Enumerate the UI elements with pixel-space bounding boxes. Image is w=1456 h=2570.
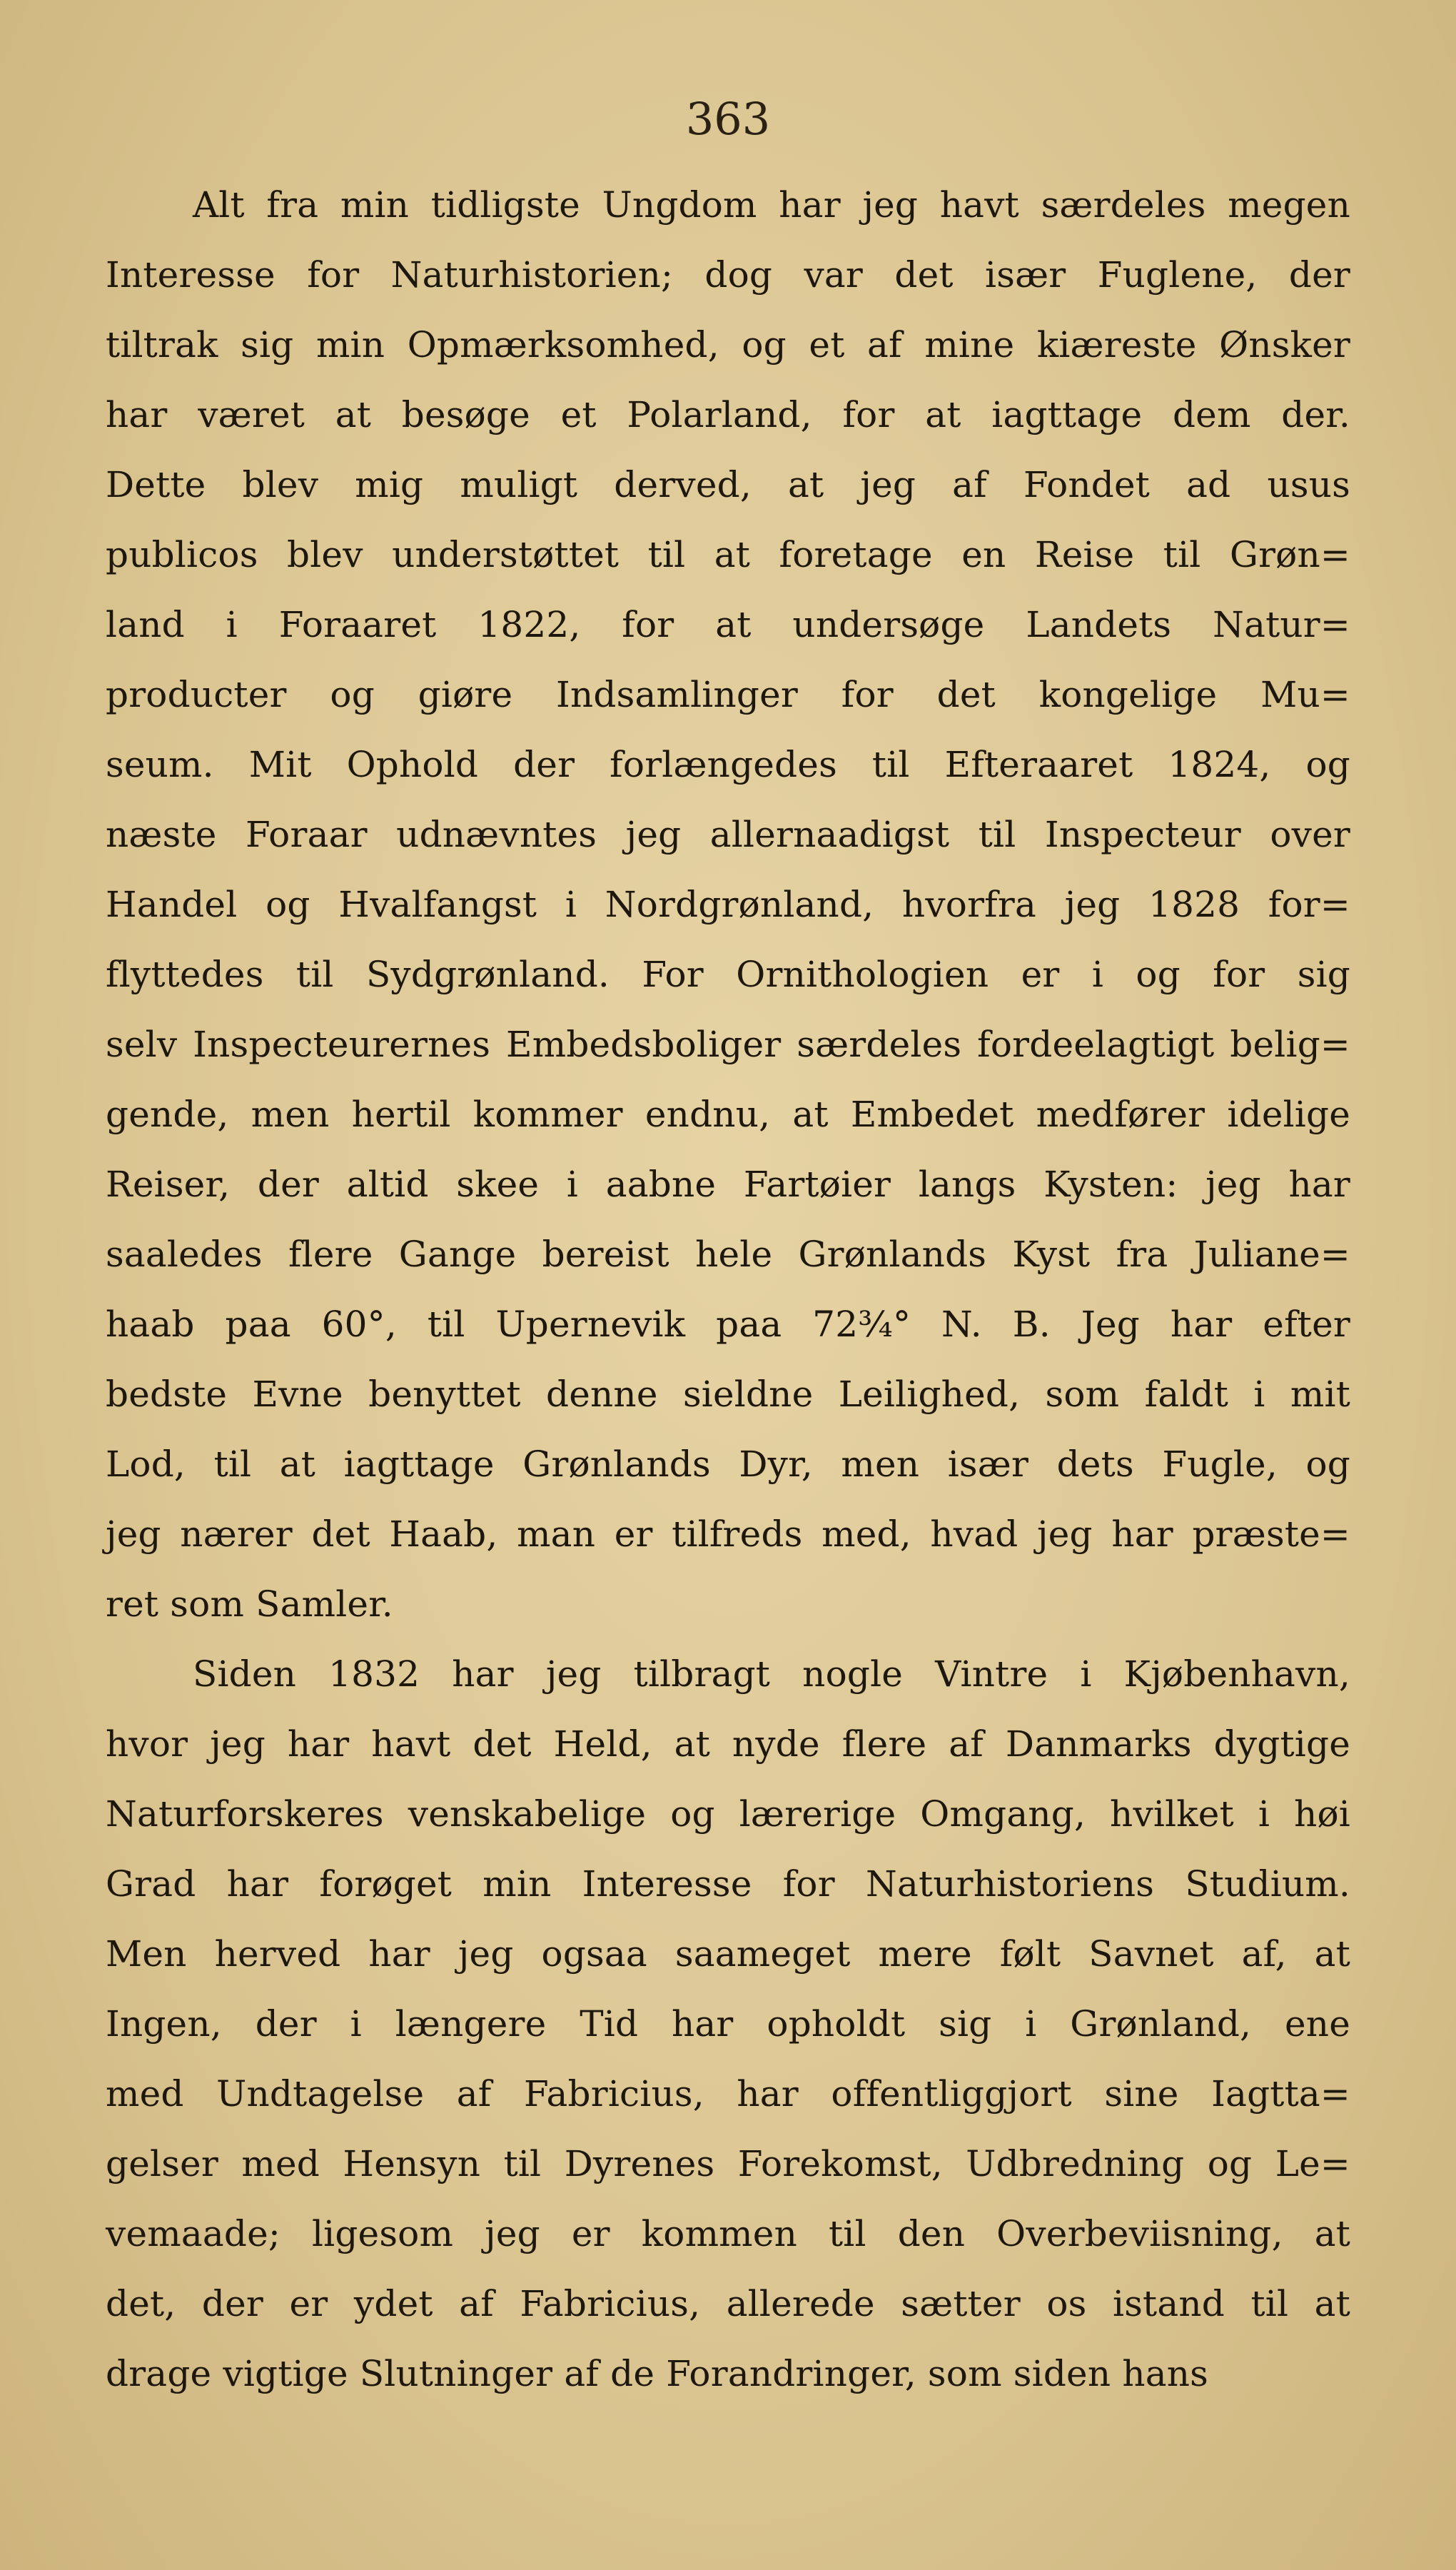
text-line: Alt fra min tidligste Ungdom har jeg havt særdeles megen [193, 184, 1350, 226]
paragraph [106, 170, 1350, 1639]
text-line: jeg nærer det Haab, man er tilfreds med, hvad jeg har præste= [106, 1513, 1350, 1555]
text-line: har været at besøge et Polarland, for at iagttage dem der. [106, 394, 1350, 435]
text-line: Naturforskeres venskabelige og lærerige Omgang, hvilket i høi [106, 1793, 1350, 1835]
body-text [106, 170, 1350, 2409]
text-line: flyttedes til Sydgrønland. For Ornithologien er i og for sig [106, 954, 1350, 995]
text-line: Lod, til at iagttage Grønlands Dyr, men især dets Fugle, og [106, 1443, 1350, 1485]
text-line: vemaade; ligesom jeg er kommen til den Overbeviisning, at [106, 2213, 1350, 2254]
text-line: det, der er ydet af Fabricius, allerede sætter os istand til at [106, 2283, 1350, 2324]
text-line: Grad har forøget min Interesse for Naturhistoriens Studium. [106, 1863, 1350, 1905]
text-line: tiltrak sig min Opmærksomhed, og et af mine kiæreste Ønsker [106, 324, 1350, 366]
text-line: land i Foraaret 1822, for at undersøge Landets Natur= [106, 604, 1350, 645]
text-line: næste Foraar udnævntes jeg allernaadigst til Inspecteur over [106, 814, 1350, 855]
text-line: haab paa 60°, til Upernevik paa 72¾° N. B. Jeg har efter [106, 1304, 1350, 1345]
text-line: ret som Samler. [106, 1583, 393, 1625]
text-line: gelser med Hensyn til Dyrenes Forekomst, Udbredning og Le= [106, 2143, 1350, 2184]
page-number: 363 [685, 93, 771, 145]
text-line: seum. Mit Ophold der forlængedes til Efteraaret 1824, og [106, 744, 1350, 785]
text-line: med Undtagelse af Fabricius, har offentliggjort sine Iagtta= [106, 2073, 1350, 2115]
text-line: Ingen, der i længere Tid har opholdt sig i Grønland, ene [106, 2003, 1350, 2045]
text-line: gende, men hertil kommer endnu, at Embedet medfører idelige [106, 1094, 1350, 1135]
paragraph [106, 1639, 1350, 2409]
text-line: Dette blev mig muligt derved, at jeg af Fondet ad usus [106, 464, 1350, 505]
text-line: producter og giøre Indsamlinger for det kongelige Mu= [106, 674, 1350, 715]
text-line: publicos blev understøttet til at foretage en Reise til Grøn= [106, 534, 1350, 575]
text-line: Men herved har jeg ogsaa saameget mere følt Savnet af, at [106, 1933, 1350, 1975]
text-line: hvor jeg har havt det Held, at nyde flere af Danmarks dygtige [106, 1723, 1350, 1765]
text-line: Interesse for Naturhistorien; dog var det især Fuglene, der [106, 254, 1350, 296]
text-line: bedste Evne benyttet denne sieldne Leilighed, som faldt i mit [106, 1374, 1350, 1415]
text-line: Reiser, der altid skee i aabne Fartøier langs Kysten: jeg har [106, 1164, 1350, 1205]
text-line: saaledes flere Gange bereist hele Grønlands Kyst fra Juliane= [106, 1234, 1350, 1275]
text-line: drage vigtige Slutninger af de Forandringer, som siden hans [106, 2353, 1209, 2394]
text-line: Siden 1832 har jeg tilbragt nogle Vintre i Kjøbenhavn, [193, 1653, 1350, 1695]
text-line: Handel og Hvalfangst i Nordgrønland, hvorfra jeg 1828 for= [106, 884, 1350, 925]
text-line: selv Inspecteurernes Embedsboliger særdeles fordeelagtigt belig= [106, 1024, 1350, 1065]
